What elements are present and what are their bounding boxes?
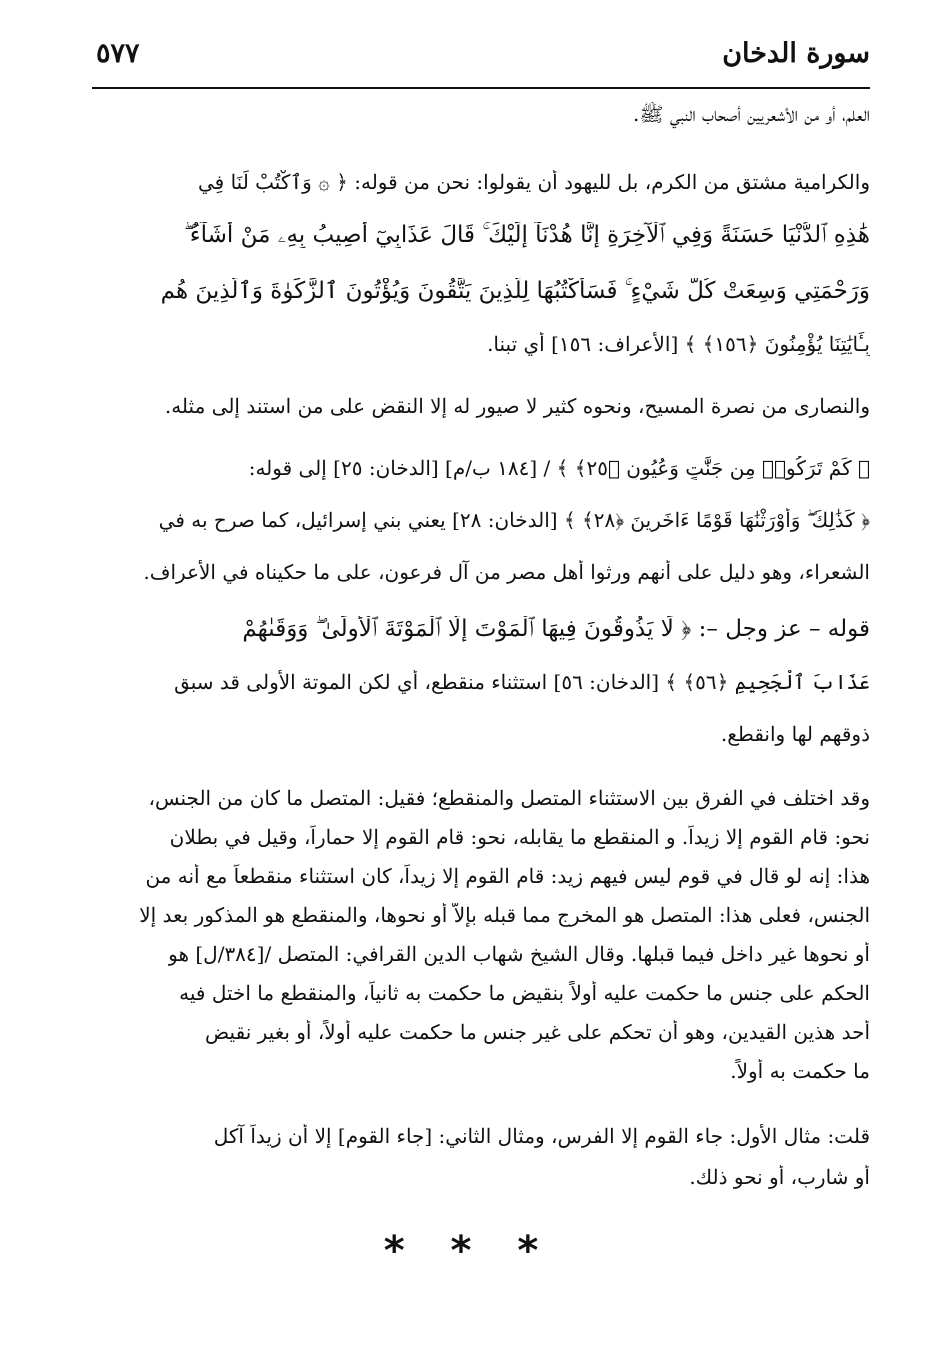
verse-line: قوله – عز وجل –: ﴿ لَا يَذُوقُونَ فِيهَا ٱلْمَوْتَ إِلَّا ٱلْمَوْتَةَ ٱلْأُولَىٰ ۖ وَوَقَىٰهُمْ [242,616,870,642]
text-line: ﴿ كَمْ تَرَكُوا۟ مِن جَنَّٰتٍ وَعُيُونٍ ﴿٢٥﴾ ﴾ / [١٨٤ ب/م] [الدخان: ٢٥] إلى قوله: [248,456,870,480]
text-line: عَذَابَ ٱلْجَحِيمِ ﴿٥٦﴾ ﴾ [الدخان: ٥٦] استثناء منقطع، أي لكن الموتة الأولى قد سبق [174,670,870,694]
text-line: وقد اختلف في الفرق بين الاستثناء المتصل والمنقطع؛ فقيل: المتصل ما كان من الجنس، [148,786,870,810]
text-line: أو نحوها غير داخل فيما قبلها. وقال الشيخ شهاب الدين القرافي: المتصل /[٣٨٤/ل] هو [168,942,870,966]
page-header [92,34,870,86]
text-line: العلم، أو من الأشعريين أصحاب النبي ﷺ. [633,102,870,126]
text-line: والنصارى من نصرة المسيح، ونحوه كثير لا صيور له إلا النقض على من استند إلى مثله. [164,394,870,418]
text-line: ذوقهم لها وانقطع. [720,722,870,746]
text-line: أو شارب، أو نحو ذلك. [689,1165,870,1189]
verse-line: وَرَحْمَتِي وَسِعَتْ كُلَّ شَيْءٍ ۚ فَسَأَكْتُبُهَا لِلَّذِينَ يَتَّقُونَ وَيُؤْتُونَ ٱلزَّكَوٰةَ وَٱلَّذِينَ هُم [160,278,870,304]
text-line: ﴿ كَذَٰلِكَ ۖ وَأَوْرَثْنَٰهَا قَوْمًا ءَاخَرِينَ ﴿٢٨﴾ ﴾ [الدخان: ٢٨] يعني بني إسرائيل، كما صرح به في [158,508,870,532]
text-line: قلت: مثال الأول: جاء القوم إلا الفرس، ومثال الثاني: [جاء القوم] إلا أن زيداً آكل [213,1124,870,1148]
text-line: هذا: إنه لو قال في قوم ليس فيهم زيد: قام القوم إلا زيداً، كان استثناء منقطعاً مع أنه من [145,864,870,888]
text-line: بِـَٔايَٰتِنَا يُؤْمِنُونَ ﴿١٥٦﴾ ﴾ [الأعراف: ١٥٦] أي تبنا. [487,332,870,356]
text-line: أحد هذين القيدين، وهو أن تحكم على غير جنس ما حكمت عليه أولاً، أو بغير نقيض [205,1020,870,1044]
surah-title: سورة الدخان [722,38,870,69]
text-line: ما حكمت به أولاً. [730,1059,870,1083]
page-number: ٥٧٧ [96,38,140,69]
text-line: الشعراء، وهو دليل على أنهم ورثوا أهل مصر من آل فرعون، على ما حكيناه في الأعراف. [143,560,870,584]
header-divider [92,87,870,89]
section-end-mark: * * * [383,1228,555,1274]
text-line: والكرامية مشتق من الكرم، بل لليهود أن يقولوا: نحن من قوله: ﴿ ۞ وَٱكْتُبْ لَنَا فِي [197,170,870,194]
text-line: الحكم على جنس ما حكمت عليه أولاً بنقيض ما حكمت به ثانياً، والمنقطع ما اختل فيه [179,981,870,1005]
verse-line: هَٰذِهِ ٱلدُّنْيَا حَسَنَةً وَفِي ٱلْآخِرَةِ إِنَّا هُدْنَآ إِلَيْكَ ۚ قَالَ عَذَابِيٓ أُصِيبُ بِهِۦ مَنْ أَشَآءُ ۖ [184,222,870,248]
text-line: الجنس، فعلى هذا: المتصل هو المخرج مما قبله بإلاّ أو نحوها، والمنقطع هو المذكور بعد إلا [139,903,870,927]
text-line: نحو: قام القوم إلا زيداً. و المنقطع ما يقابله، نحو: قام القوم إلا حماراً، وقيل في بطلان [169,825,870,849]
